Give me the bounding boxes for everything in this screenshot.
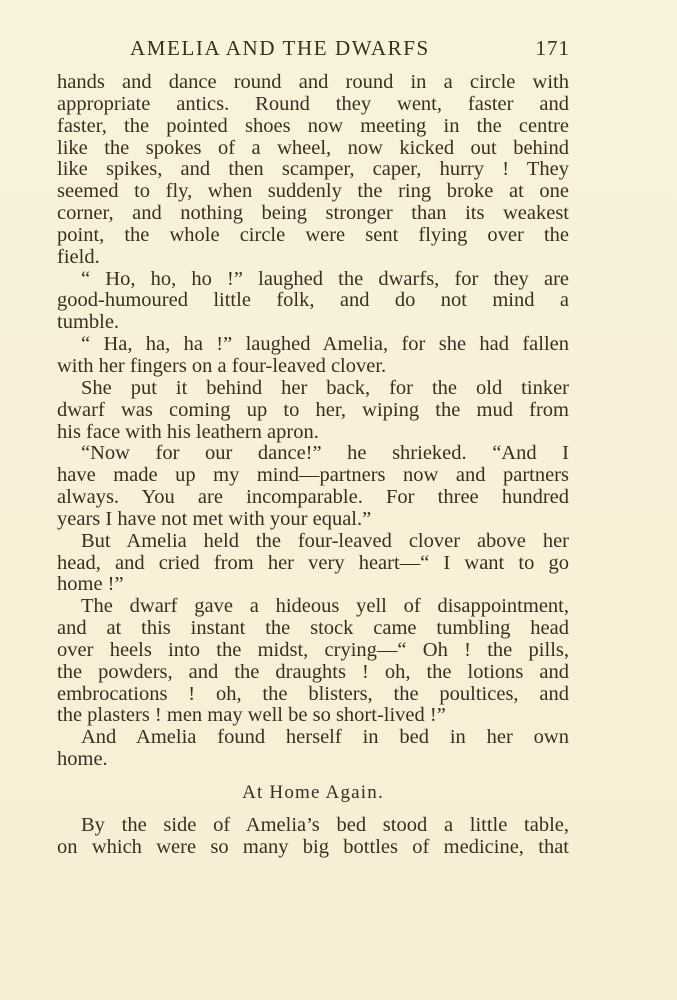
text-line: appropriate antics. Round they went, faster and (57, 92, 569, 115)
text-line: have made up my mind—partners now and partners (57, 464, 569, 487)
page-number: 171 (535, 36, 570, 60)
body-text (57, 72, 569, 859)
text-line: “ Ha, ha, ha !” laughed Amelia, for she had fallen (81, 333, 569, 356)
text-line: home. (57, 748, 108, 771)
text-line: “Now for our dance!” he shrieked. “And I (81, 442, 569, 465)
text-line: But Amelia held the four-leaved clover above her (81, 529, 569, 552)
text-line: By the side of Amelia’s bed stood a little table, (81, 814, 569, 836)
text-line: tumble. (57, 311, 120, 334)
text-line: The dwarf gave a hideous yell of disappointment, (81, 595, 569, 618)
running-head-title: AMELIA AND THE DWARFS (130, 36, 430, 60)
text-line: like spikes, and then scamper, caper, hurry ! They (57, 158, 569, 181)
text-line: dwarf was coming up to her, wiping the mud from (57, 398, 569, 421)
section-heading: At Home Again. (242, 782, 384, 803)
text-line: And Amelia found herself in bed in her own (81, 726, 569, 749)
text-line: faster, the pointed shoes now meeting in the centre (57, 114, 569, 137)
text-line: over heels into the midst, crying—“ Oh ! the pills, (57, 638, 569, 661)
text-line: seemed to fly, when suddenly the ring broke at one (57, 180, 569, 203)
text-line: and at this instant the stock came tumbling head (57, 617, 569, 640)
text-line: point, the whole circle were sent flying over the (57, 223, 569, 246)
text-line: good-humoured little folk, and do not mind a (57, 289, 569, 312)
text-line: field. (57, 245, 100, 268)
text-line: embrocations ! oh, the blisters, the poultices, and (57, 682, 569, 705)
text-line: on which were so many big bottles of medicine, that (57, 835, 569, 858)
text-line: home !” (57, 573, 124, 596)
text-line: years I have not met with your equal.” (57, 507, 372, 530)
running-head (56, 36, 570, 62)
text-line: corner, and nothing being stronger than its weakest (57, 202, 569, 225)
text-line: the plasters ! men may well be so short-lived !” (57, 704, 446, 727)
text-line: head, and cried from her very heart—“ I want to go (57, 551, 569, 574)
text-line: always. You are incomparable. For three hundred (57, 486, 569, 509)
text-line: the powders, and the draughts ! oh, the lotions and (57, 660, 569, 683)
text-line: his face with his leathern apron. (57, 420, 319, 443)
text-line: like the spokes of a wheel, now kicked out behind (57, 136, 569, 159)
text-line: She put it behind her back, for the old tinker (81, 376, 569, 399)
text-line: hands and dance round and round in a circle with (57, 71, 569, 93)
text-line: with her fingers on a four-leaved clover. (57, 354, 387, 377)
text-line: “ Ho, ho, ho !” laughed the dwarfs, for they are (81, 267, 569, 290)
